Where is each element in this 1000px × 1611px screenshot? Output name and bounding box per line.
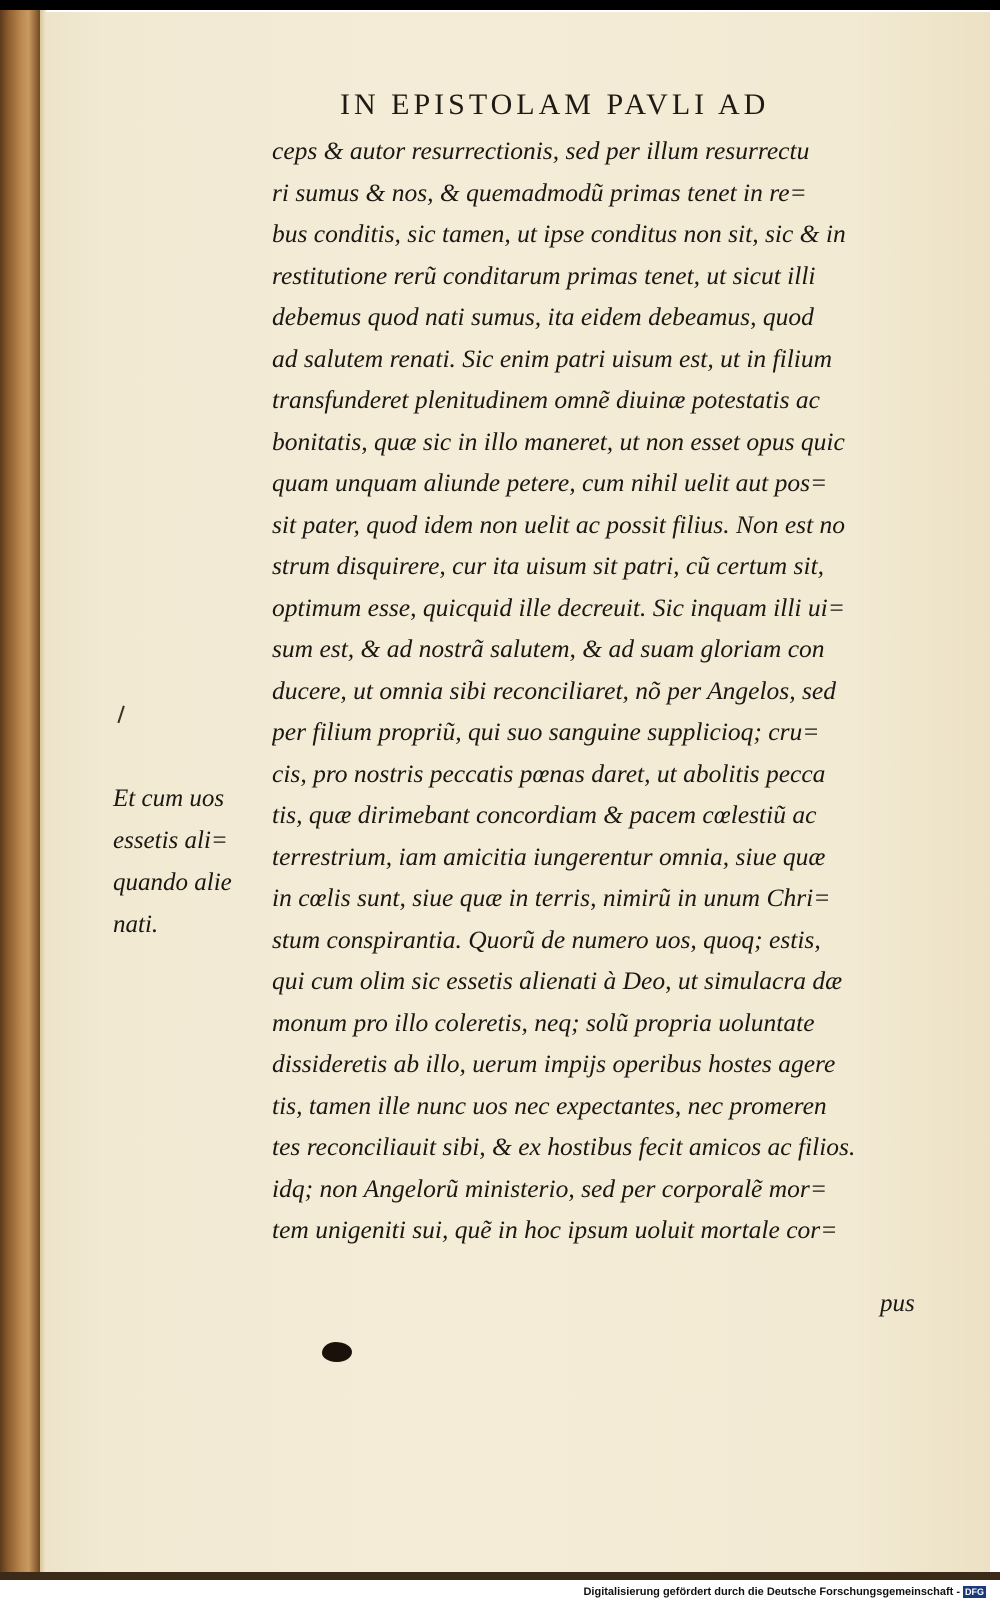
dfg-logo: DFG	[965, 1587, 984, 1598]
text-line: terrestrium, iam amicitia iungerentur omnia, siue quæ	[272, 841, 826, 871]
marginal-note-line: nati.	[113, 911, 159, 938]
text-line: qui cum olim sic essetis alienati à Deo, ut simulacra dæ	[272, 966, 843, 995]
text-line: optimum esse, quicquid ille decreuit. Sic inquam illi ui=	[272, 592, 845, 622]
text-line: tis, tamen ille nunc uos nec expectantes, nec promeren	[272, 1090, 827, 1120]
main-text-block	[272, 130, 962, 1251]
text-line: quam unquam aliunde petere, cum nihil uelit aut pos=	[272, 468, 828, 497]
text-line: strum disquirere, cur ita uisum sit patri, cũ certum sit,	[272, 551, 825, 580]
digitization-credit	[583, 1586, 986, 1598]
text-line: tes reconciliauit sibi, & ex hostibus fecit amicos ac filios.	[272, 1132, 856, 1161]
marginal-note	[113, 778, 273, 946]
text-line: tem unigeniti sui, quẽ in hoc ipsum uoluit mortale cor=	[272, 1215, 838, 1244]
text-line: transfunderet plenitudinem omnẽ diuinæ potestatis ac	[272, 385, 820, 414]
text-line: sit pater, quod idem non uelit ac possit filius. Non est no	[272, 509, 846, 539]
text-line: debemus quod nati sumus, ita eidem debeamus, quod	[272, 302, 814, 331]
text-line: in cœlis sunt, siue quæ in terris, nimirũ in unum Chri=	[272, 883, 831, 912]
credit-text: Digitalisierung gefördert durch die Deutsche Forschungsgemeinschaft -	[583, 1586, 960, 1598]
text-line: ceps & autor resurrectionis, sed per illum resurrectu	[272, 136, 810, 165]
ink-blot	[322, 1342, 352, 1362]
text-line: dissideretis ab illo, uerum impijs operibus hostes agere	[272, 1049, 836, 1078]
catchword: pus	[880, 1290, 915, 1317]
marginal-note-line: Et cum uos	[113, 785, 225, 812]
text-line: cis, pro nostris peccatis pœnas daret, ut abolitis pecca	[272, 758, 826, 788]
text-line: tis, quæ dirimebant concordiam & pacem cœlestiũ ac	[272, 800, 817, 829]
text-line: ad salutem renati. Sic enim patri uisum est, ut in filium	[272, 343, 833, 373]
text-line: sum est, & ad nostrã salutem, & ad suam gloriam con	[272, 634, 825, 663]
text-line: monum pro illo coleretis, neq; solũ propria uoluntate	[272, 1007, 815, 1037]
text-line: bus conditis, sic tamen, ut ipse conditus non sit, sic & in	[272, 219, 846, 248]
text-line: per filium propriũ, qui suo sanguine supplicioq; cru=	[272, 717, 820, 746]
text-line: stum conspirantia. Quorũ de numero uos, quoq; estis,	[272, 924, 821, 954]
marginal-note-line: essetis ali=	[113, 827, 228, 854]
text-line: bonitatis, quæ sic in illo maneret, ut non esset opus quic	[272, 426, 845, 456]
text-line: ducere, ut omnia sibi reconciliaret, nõ per Angelos, sed	[272, 675, 836, 705]
scan-bottom-border	[0, 1572, 1000, 1580]
running-head: IN EPISTOLAM PAVLI AD	[340, 88, 770, 121]
scan-top-border	[0, 0, 1000, 10]
book-fore-edge	[0, 10, 46, 1575]
text-line: restitutione rerũ conditarum primas tenet, ut sicut illi	[272, 260, 816, 290]
marginal-note-line: quando alie	[113, 869, 232, 896]
text-line: idq; non Angelorũ ministerio, sed per corporalẽ mor=	[272, 1173, 828, 1203]
text-line: ri sumus & nos, & quemadmodũ primas tenet in re=	[272, 177, 807, 207]
